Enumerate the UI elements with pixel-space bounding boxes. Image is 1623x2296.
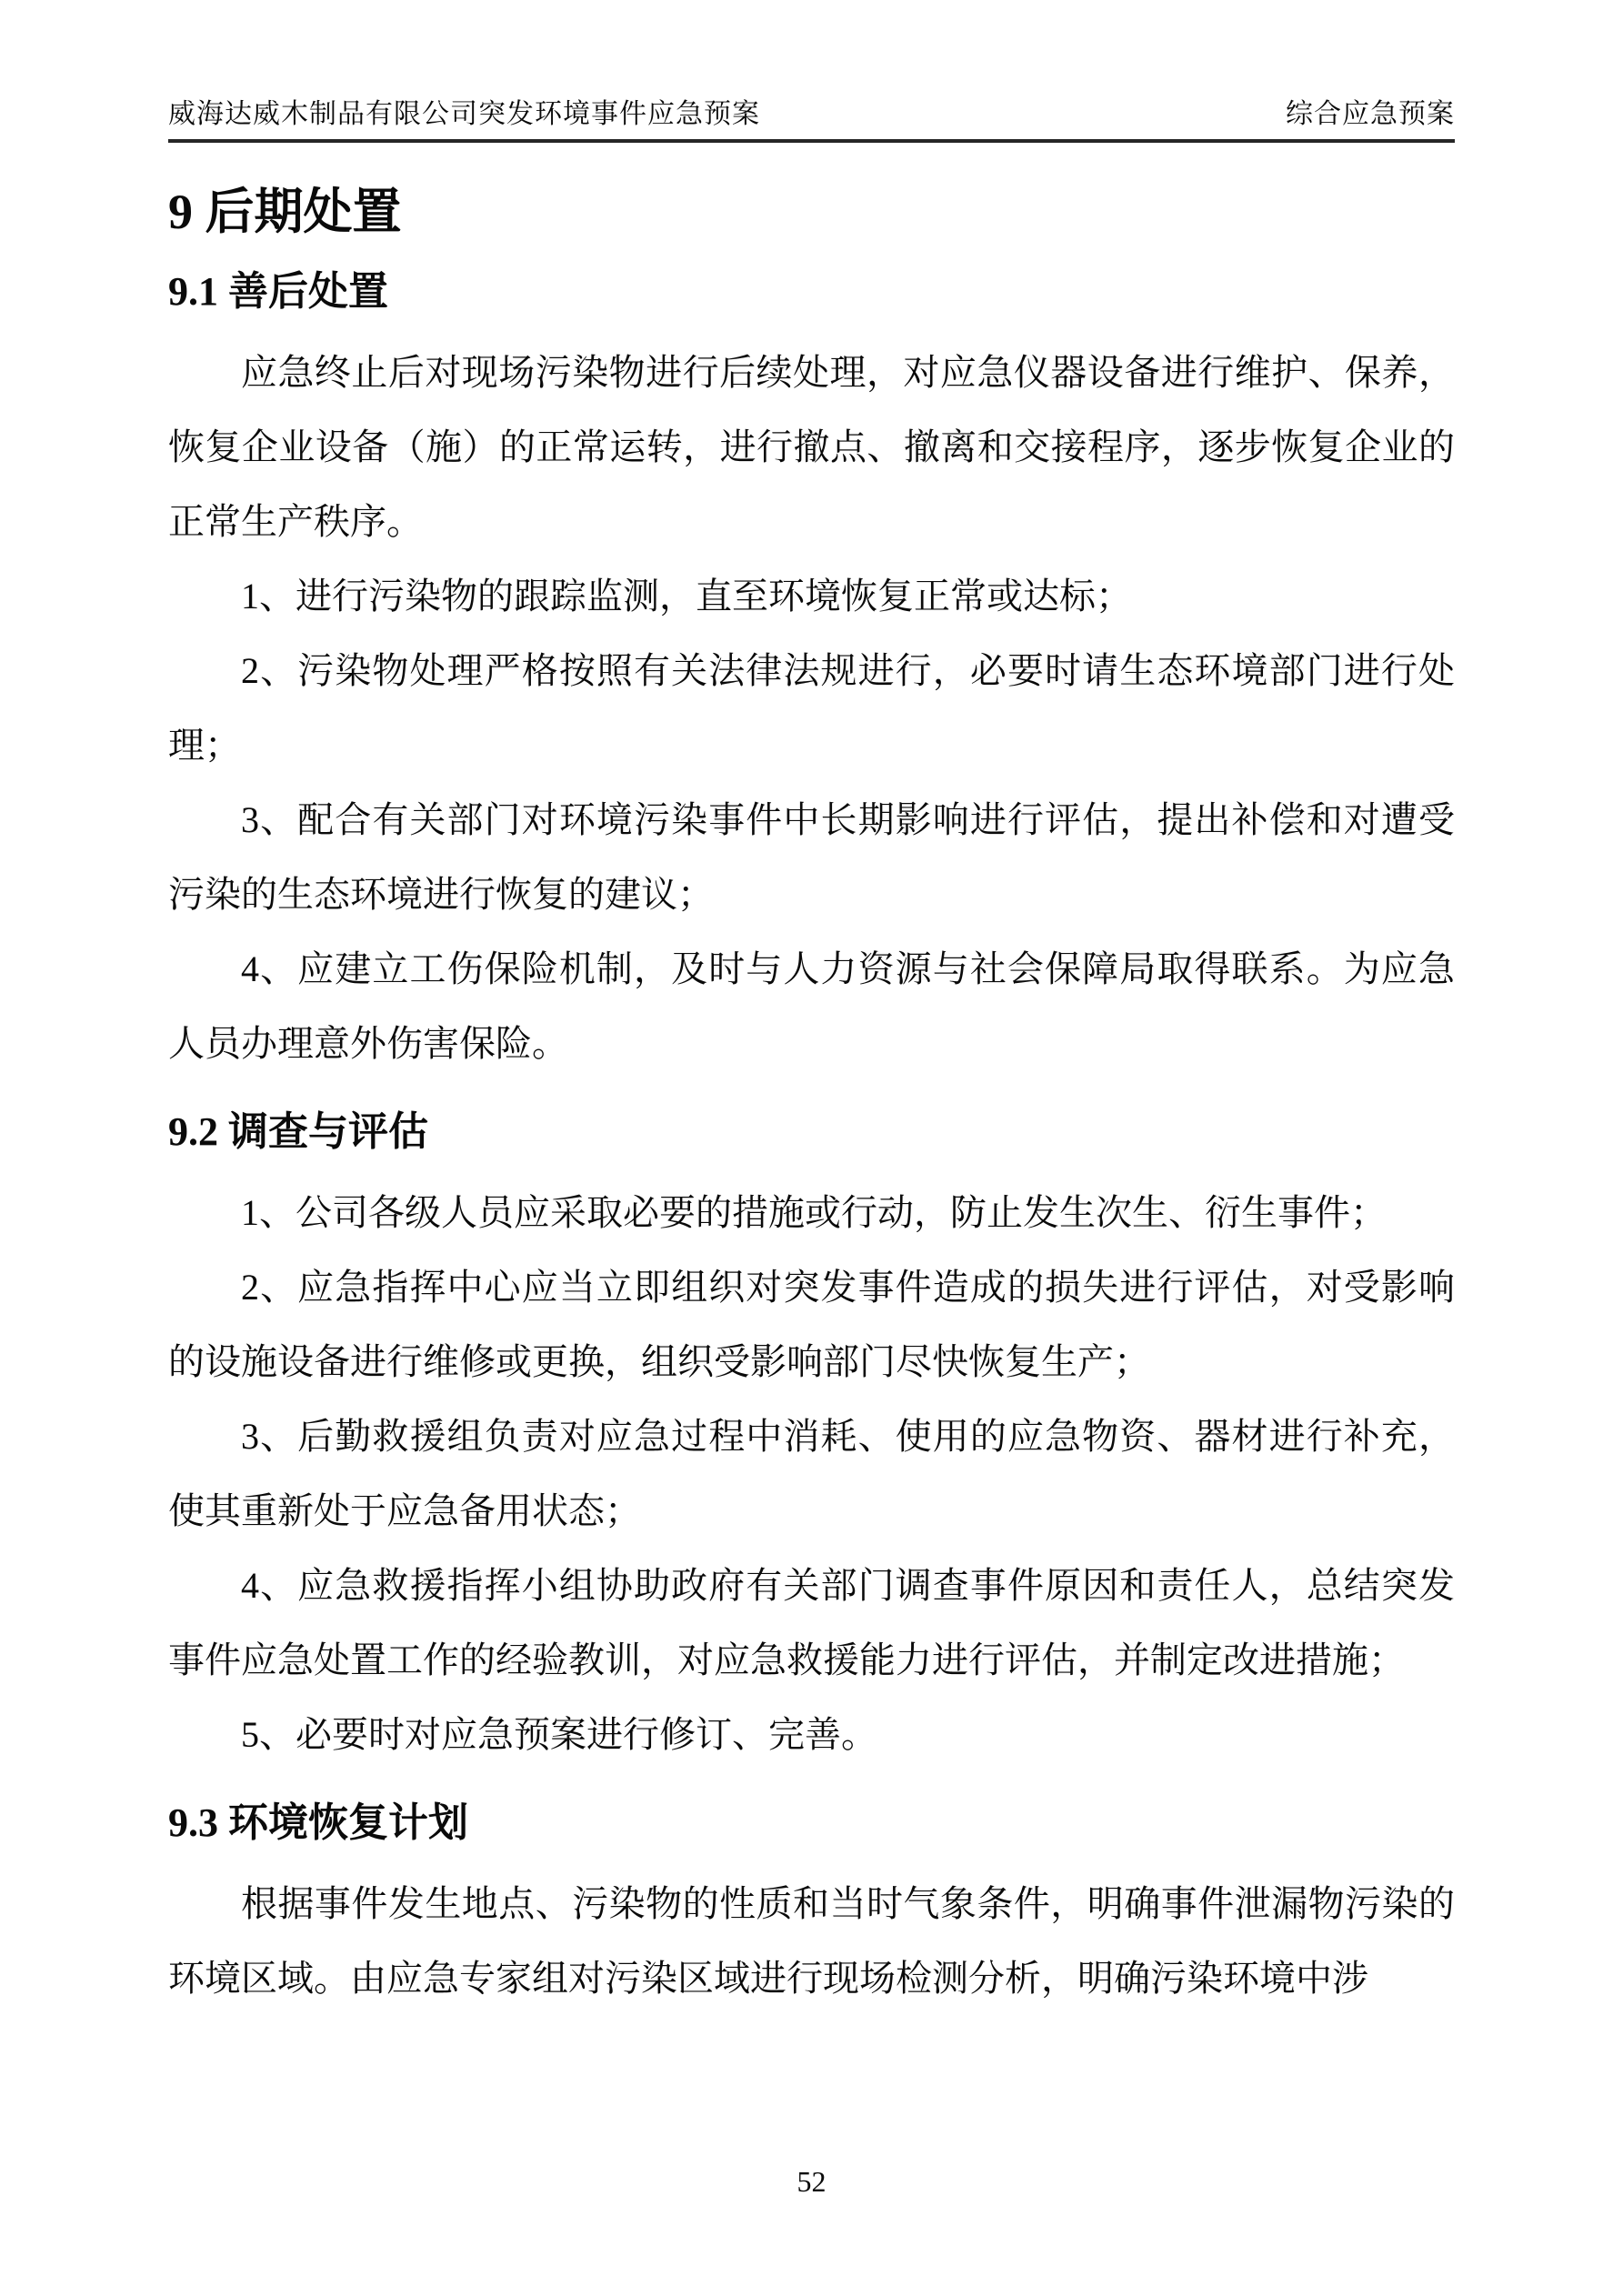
page-header — [168, 0, 1455, 143]
section-title-9-1: 9.1 善后处置 — [168, 269, 388, 314]
list-item-9-2-4: 4、应急救援指挥小组协助政府有关部门调查事件原因和责任人，总结突发事件应急处置工作的经验教训，对应急救援能力进行评估，并制定改进措施； — [168, 1565, 1455, 1680]
page-footer — [0, 2164, 1623, 2199]
list-item-9-2-5: 5、必要时对应急预案进行修订、完善。 — [241, 1714, 877, 1755]
header-left-title: 威海达威木制品有限公司突发环境事件应急预案 — [168, 99, 760, 129]
list-item-9-1-3: 3、配合有关部门对环境污染事件中长期影响进行评估，提出补偿和对遭受污染的生态环境进行恢复的建议； — [168, 799, 1455, 915]
chapter-title: 9 后期处置 — [168, 185, 402, 239]
page-number: 52 — [796, 2165, 827, 2198]
list-item-9-2-1: 1、公司各级人员应采取必要的措施或行动，防止发生次生、衍生事件； — [241, 1192, 1387, 1233]
list-item-9-1-2: 2、污染物处理严格按照有关法律法规进行，必要时请生态环境部门进行处理； — [168, 650, 1455, 766]
body-paragraph: 根据事件发生地点、污染物的性质和当时气象条件，明确事件泄漏物污染的环境区域。由应急专家组对污染区域进行现场检测分析，明确污染环境中涉 — [168, 1883, 1455, 1999]
section-title-9-2: 9.2 调查与评估 — [168, 1109, 428, 1154]
list-item-9-1-4: 4、应建立工伤保险机制，及时与人力资源与社会保障局取得联系。为应急人员办理意外伤害保险。 — [168, 948, 1455, 1064]
section-title-9-3: 9.3 环境恢复计划 — [168, 1800, 468, 1845]
list-item-9-2-3: 3、后勤救援组负责对应急过程中消耗、使用的应急物资、器材进行补充，使其重新处于应急备用状态； — [168, 1416, 1455, 1531]
body-paragraph: 应急终止后对现场污染物进行后续处理，对应急仪器设备进行维护、保养，恢复企业设备（施）的正常运转，进行撤点、撤离和交接程序，逐步恢复企业的正常生产秩序。 — [168, 352, 1455, 542]
list-item-9-1-1: 1、进行污染物的跟踪监测，直至环境恢复正常或达标； — [241, 576, 1132, 617]
header-right-title: 综合应急预案 — [1286, 99, 1455, 129]
list-item-9-2-2: 2、应急指挥中心应当立即组织对突发事件造成的损失进行评估，对受影响的设施设备进行维修或更换，组织受影响部门尽快恢复生产； — [168, 1267, 1455, 1382]
